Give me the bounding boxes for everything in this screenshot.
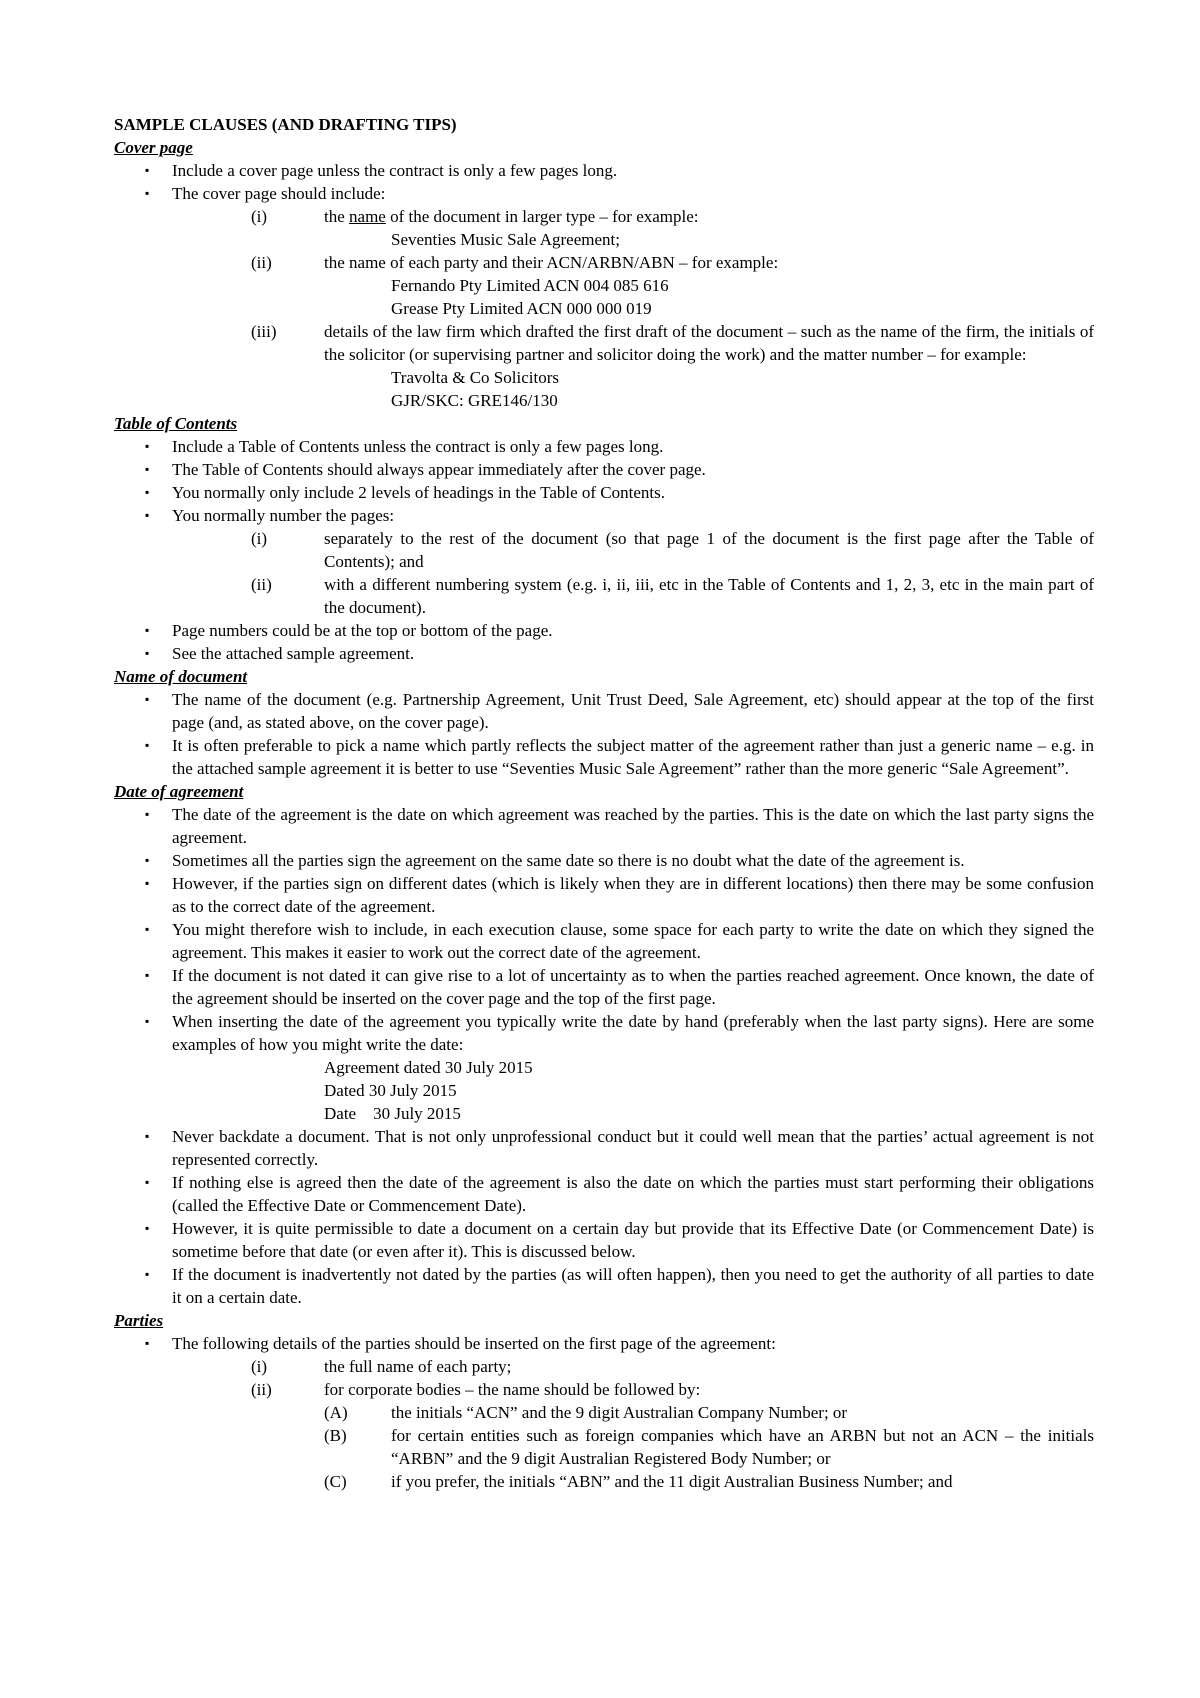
list-item-text: If the document is not dated it can give rise to a lot of uncertainty as to when the parties reached agreement. Once known, the date of the agreement should be inserted on the cover page and the top of the first page. (172, 966, 1094, 1008)
sub-item-number: (ii) (251, 1380, 272, 1399)
list-item (114, 182, 1094, 205)
list-item-text: The name of the document (e.g. Partnership Agreement, Unit Trust Deed, Sale Agreement, etc) should appear at the top of the first page (and, as stated above, on the cover page). (172, 690, 1094, 732)
list-item-text: You might therefore wish to include, in each execution clause, some space for each party to write the date on which they signed the agreement. This makes it easier to work out the correct date of the agreement. (172, 920, 1094, 962)
list-item-text: Never backdate a document. That is not only unprofessional conduct but it could well mean that the parties’ actual agreement is not represented correctly. (172, 1127, 1094, 1169)
example-line: Fernando Pty Limited ACN 004 085 616 (391, 276, 669, 295)
list-item (114, 849, 1094, 872)
document-page (114, 113, 1094, 1493)
list-item (114, 872, 1094, 918)
list-item-text: The date of the agreement is the date on which agreement was reached by the parties. This is the date on which the last party signs the agreement. (172, 805, 1094, 847)
bullet-icon: ▪ (145, 853, 150, 867)
bullet-icon: ▪ (145, 1129, 150, 1143)
underlined-word: name (349, 207, 386, 226)
list-item (114, 458, 1094, 481)
sub-sub-item-text: the initials “ACN” and the 9 digit Australian Company Number; or (391, 1403, 848, 1422)
sub-item-text: with a different numbering system (e.g. i, ii, iii, etc in the Table of Contents and 1, 2, 3, etc in the main part of the document). (324, 575, 1094, 617)
bullet-icon: ▪ (145, 1014, 150, 1028)
sub-item (114, 527, 1094, 573)
list-item-text: Include a cover page unless the contract is only a few pages long. (172, 161, 618, 180)
sub-sub-item-text: if you prefer, the initials “ABN” and the 11 digit Australian Business Number; and (391, 1472, 953, 1491)
sub-item (114, 251, 1094, 274)
example-line: Agreement dated 30 July 2015 (324, 1058, 533, 1077)
list-item-text: The Table of Contents should always appear immediately after the cover page. (172, 460, 706, 479)
example-line: Date 30 July 2015 (324, 1104, 461, 1123)
list-item (114, 642, 1094, 665)
list-item (114, 481, 1094, 504)
example-line: GJR/SKC: GRE146/130 (391, 391, 558, 410)
sub-item-text: details of the law firm which drafted the first draft of the document – such as the name of the firm, the initials of the solicitor (or supervising partner and solicitor doing the work) and the matter number – for example: (324, 322, 1094, 364)
bullet-icon: ▪ (145, 922, 150, 936)
heading-cover-page: Cover page (114, 138, 193, 157)
list-item (114, 504, 1094, 527)
list-item (114, 1263, 1094, 1309)
list-item-text: Page numbers could be at the top or bottom of the page. (172, 621, 553, 640)
heading-name-of-document: Name of document (114, 667, 248, 686)
sub-item-text: the name of each party and their ACN/ARBN/ABN – for example: (324, 253, 779, 272)
sub-sub-item (114, 1401, 1094, 1424)
example-line: Travolta & Co Solicitors (391, 368, 559, 387)
sub-sub-item (114, 1470, 1094, 1493)
sub-item (114, 320, 1094, 366)
list-item-text: See the attached sample agreement. (172, 644, 415, 663)
sub-item (114, 1378, 1094, 1401)
list-item-text: If nothing else is agreed then the date of the agreement is also the date on which the parties must start performing their obligations (called the Effective Date or Commencement Date). (172, 1173, 1094, 1215)
sub-sub-item (114, 1424, 1094, 1470)
list-item-text: However, if the parties sign on different dates (which is likely when they are in different locations) then there may be some confusion as to the correct date of the agreement. (172, 874, 1094, 916)
list-item (114, 1217, 1094, 1263)
heading-table-of-contents: Table of Contents (114, 414, 238, 433)
sub-sub-item-number: (C) (324, 1472, 347, 1491)
sub-item-number: (i) (251, 207, 268, 226)
list-item (114, 688, 1094, 734)
sub-sub-item-number: (A) (324, 1403, 348, 1422)
bullet-icon: ▪ (145, 163, 150, 177)
sub-item-text: separately to the rest of the document (so that page 1 of the document is the first page after the Table of Contents); and (324, 529, 1094, 571)
bullet-icon: ▪ (145, 485, 150, 499)
bullet-icon: ▪ (145, 807, 150, 821)
sub-item-number: (i) (251, 529, 268, 548)
list-item (114, 1171, 1094, 1217)
sub-item-number: (i) (251, 1357, 268, 1376)
example-line: Grease Pty Limited ACN 000 000 019 (391, 299, 652, 318)
list-item-text: When inserting the date of the agreement you typically write the date by hand (preferably when the last party signs). Here are some examples of how you might write the date: (172, 1012, 1094, 1054)
sub-item-text: for corporate bodies – the name should be followed by: (324, 1380, 701, 1399)
sub-item-number: (iii) (251, 322, 277, 341)
list-item (114, 1125, 1094, 1171)
list-item (114, 159, 1094, 182)
list-item-text: The following details of the parties should be inserted on the first page of the agreement: (172, 1334, 776, 1353)
sub-item-number: (ii) (251, 253, 272, 272)
bullet-icon: ▪ (145, 1336, 150, 1350)
sub-item-number: (ii) (251, 575, 272, 594)
bullet-icon: ▪ (145, 968, 150, 982)
heading-date-of-agreement: Date of agreement (114, 782, 244, 801)
bullet-icon: ▪ (145, 623, 150, 637)
list-item-text: Include a Table of Contents unless the contract is only a few pages long. (172, 437, 664, 456)
sub-sub-item-number: (B) (324, 1426, 347, 1445)
list-item-text: You normally number the pages: (172, 506, 395, 525)
bullet-icon: ▪ (145, 876, 150, 890)
list-item (114, 435, 1094, 458)
bullet-icon: ▪ (145, 646, 150, 660)
list-item (114, 1010, 1094, 1056)
sub-item-text: of the document in larger type – for example: (385, 207, 699, 226)
list-item (114, 1332, 1094, 1355)
example-line: Seventies Music Sale Agreement; (391, 230, 620, 249)
bullet-icon: ▪ (145, 738, 150, 752)
sub-item-text: the (324, 207, 350, 226)
bullet-icon: ▪ (145, 1267, 150, 1281)
bullet-icon: ▪ (145, 1175, 150, 1189)
bullet-icon: ▪ (145, 439, 150, 453)
example-line: Dated 30 July 2015 (324, 1081, 457, 1100)
list-item-text: The cover page should include: (172, 184, 386, 203)
list-item (114, 918, 1094, 964)
bullet-icon: ▪ (145, 462, 150, 476)
list-item-text: If the document is inadvertently not dated by the parties (as will often happen), then you need to get the authority of all parties to date it on a certain date. (172, 1265, 1094, 1307)
sub-item-text: the full name of each party; (324, 1357, 512, 1376)
sub-item (114, 205, 1094, 228)
bullet-icon: ▪ (145, 186, 150, 200)
bullet-icon: ▪ (145, 692, 150, 706)
sub-sub-item-text: for certain entities such as foreign companies which have an ARBN but not an ACN – the initials “ARBN” and the 9 digit Australian Registered Body Number; or (391, 1426, 1094, 1468)
sub-item (114, 573, 1094, 619)
bullet-icon: ▪ (145, 508, 150, 522)
bullet-icon: ▪ (145, 1221, 150, 1235)
list-item-text: Sometimes all the parties sign the agreement on the same date so there is no doubt what the date of the agreement is. (172, 851, 965, 870)
list-item-text: However, it is quite permissible to date a document on a certain day but provide that its Effective Date (or Commencement Date) is sometime before that date (or even after it). This is discussed below. (172, 1219, 1094, 1261)
heading-parties: Parties (114, 1311, 164, 1330)
sub-item (114, 1355, 1094, 1378)
list-item (114, 964, 1094, 1010)
list-item (114, 803, 1094, 849)
list-item (114, 734, 1094, 780)
list-item (114, 619, 1094, 642)
list-item-text: You normally only include 2 levels of headings in the Table of Contents. (172, 483, 666, 502)
list-item-text: It is often preferable to pick a name which partly reflects the subject matter of the agreement rather than just a generic name – e.g. in the attached sample agreement it is better to use “Seventies Music Sale Agreement” rather than the more generic “Sale Agreement”. (172, 736, 1094, 778)
document-title: SAMPLE CLAUSES (AND DRAFTING TIPS) (114, 115, 457, 134)
